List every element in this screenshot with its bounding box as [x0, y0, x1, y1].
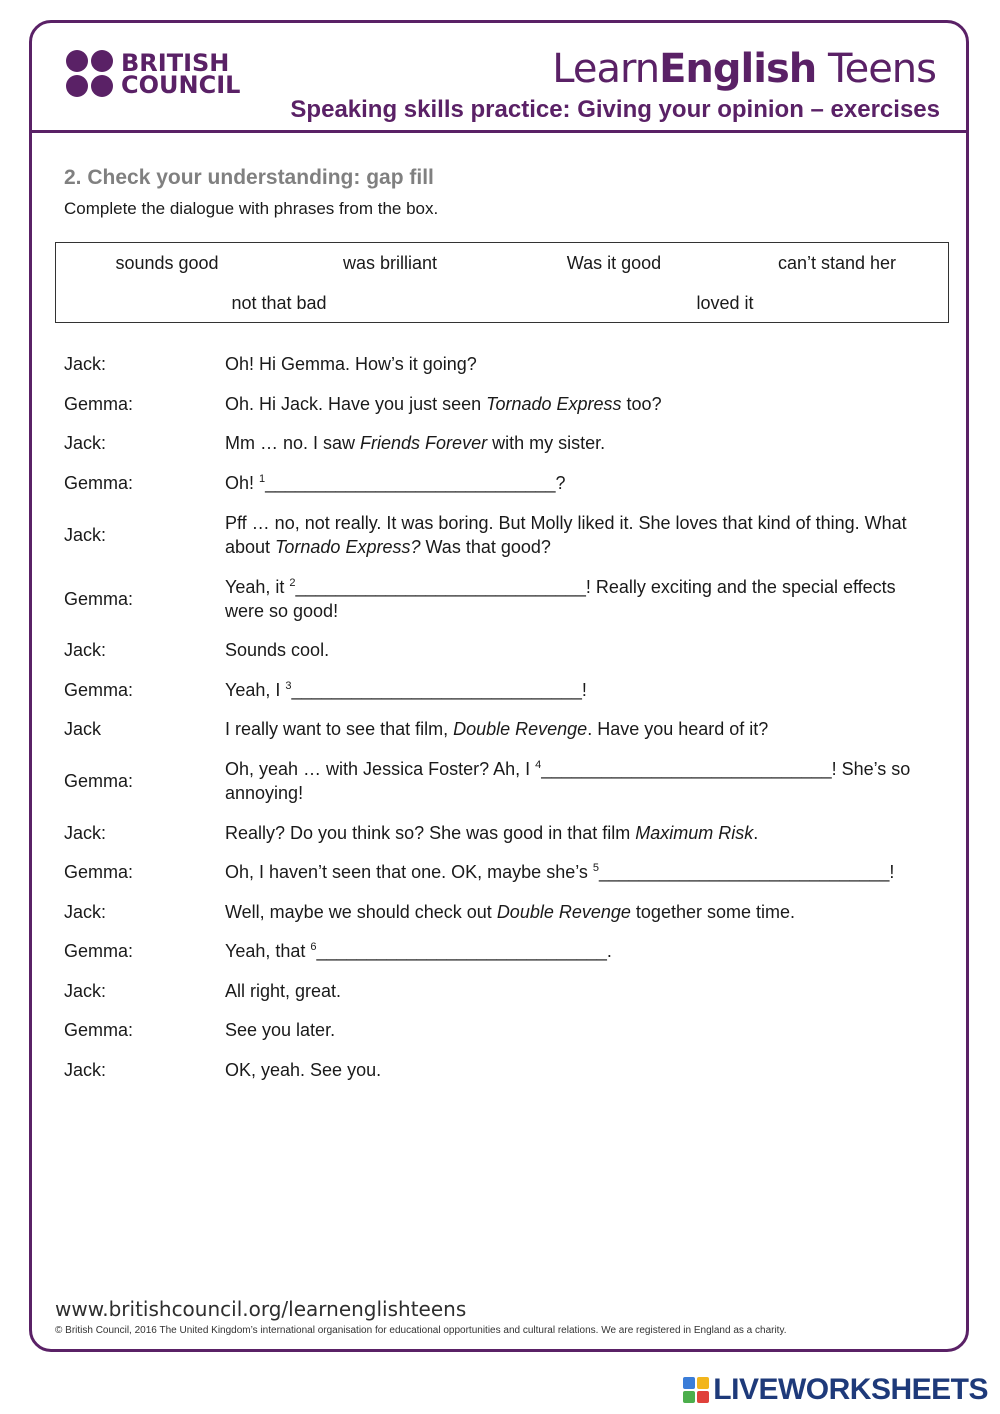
dialogue-line — [64, 1050, 944, 1089]
brand-teens: Teens — [816, 46, 936, 92]
utterance: Well, maybe we should check out Double Revenge together some time. — [225, 901, 795, 922]
utterance: Oh! $^1$_____________________________? — [225, 472, 566, 493]
page-subtitle: Speaking skills practice: Giving your opinion – exercises — [290, 96, 940, 123]
film-title: Tornado Express — [486, 393, 622, 414]
liveworksheets-logo — [683, 1373, 988, 1407]
utterance: Mm … no. I saw Friends Forever with my sister. — [225, 433, 606, 453]
dialogue — [64, 344, 944, 1089]
dialogue-line — [64, 709, 944, 749]
british-council-dots-icon — [66, 50, 113, 97]
film-title: Tornado Express? — [275, 536, 421, 557]
speaker: Gemma: — [64, 679, 134, 700]
header-divider — [29, 130, 969, 133]
gap-number: 5 — [592, 862, 600, 874]
gap-5[interactable]: _____________________________ — [599, 862, 890, 882]
gap-number: 2 — [289, 576, 296, 589]
learnenglish-teens-brand — [552, 46, 936, 92]
utterance: See you later. — [225, 1020, 336, 1040]
gap-3[interactable]: _____________________________ — [291, 679, 582, 700]
utterance: Pff … no, not really. It was boring. But Molly liked it. She loves that kind of thing. What about Tornado Express? Was that good? — [225, 512, 907, 557]
word-box — [55, 242, 949, 323]
word-option: not that bad — [231, 293, 327, 313]
dialogue-line — [64, 502, 944, 567]
dialogue-line — [64, 1010, 944, 1050]
dialogue-line — [64, 892, 944, 931]
utterance: OK, yeah. See you. — [225, 1059, 382, 1080]
film-title: Double Revenge — [496, 901, 631, 922]
speaker: Jack: — [64, 980, 107, 1001]
speaker: Jack: — [64, 354, 107, 374]
logo-line-2: COUNCIL — [121, 70, 241, 99]
speaker: Jack: — [64, 524, 107, 545]
speaker: Jack: — [64, 822, 107, 843]
utterance: Oh. Hi Jack. Have you just seen Tornado Express too? — [225, 393, 662, 414]
speaker: Gemma: — [64, 393, 134, 414]
liveworksheets-wordmark: LIVEWORKSHEETS — [713, 1373, 988, 1406]
speaker: Jack: — [64, 901, 107, 922]
speaker: Gemma: — [64, 941, 134, 961]
word-option: Was it good — [566, 253, 662, 273]
film-title: Maximum Risk — [635, 822, 754, 843]
gap-number: 1 — [259, 472, 266, 485]
dialogue-line — [64, 463, 944, 502]
dialogue-line — [64, 971, 944, 1010]
speaker: Jack: — [64, 433, 107, 453]
dialogue-line — [64, 630, 944, 670]
utterance: I really want to see that film, Double Revenge. Have you heard of it? — [225, 719, 769, 739]
word-option: loved it — [696, 293, 754, 313]
dialogue-line — [64, 384, 944, 423]
utterance: Yeah, it $^2$_____________________________! Really exciting and the special effects were so good! — [225, 576, 896, 621]
dialogue-line — [64, 344, 944, 384]
speaker: Gemma: — [64, 771, 134, 791]
speaker: Jack — [64, 719, 102, 739]
utterance: All right, great. — [225, 980, 342, 1001]
brand-learn: Learn — [552, 46, 660, 92]
utterance: Oh, yeah … with Jessica Foster? Ah, I $^4$_____________________________! She’s so annoying! — [225, 759, 911, 803]
utterance: Yeah, that $^6$_____________________________. — [225, 941, 612, 961]
dialogue-line — [64, 931, 944, 971]
gap-number: 6 — [310, 941, 317, 953]
gap-2[interactable]: _____________________________ — [295, 576, 586, 597]
dialogue-line — [64, 423, 944, 463]
brand-english: English — [659, 46, 817, 92]
speaker: Jack: — [64, 640, 107, 660]
dialogue-line — [64, 852, 944, 892]
gap-1[interactable]: _____________________________ — [265, 472, 556, 493]
film-title: Friends Forever — [360, 433, 488, 453]
gap-number: 4 — [535, 759, 542, 771]
dialogue-line — [64, 813, 944, 852]
speaker: Jack: — [64, 1059, 107, 1080]
gap-number: 3 — [285, 679, 292, 692]
dialogue-line — [64, 567, 944, 630]
word-option: sounds good — [115, 253, 219, 273]
utterance: Sounds cool. — [225, 640, 330, 660]
instructions: Complete the dialogue with phrases from the box. — [64, 199, 439, 218]
word-option: can’t stand her — [777, 253, 897, 273]
speaker: Gemma: — [64, 472, 134, 493]
british-council-logo — [66, 50, 240, 97]
logo-line-1: BRITISH — [121, 48, 230, 77]
utterance: Oh! Hi Gemma. How’s it going? — [225, 354, 477, 374]
speaker: Gemma: — [64, 1020, 134, 1040]
footer-url[interactable]: www.britishcouncil.org/learnenglishteens — [55, 1297, 467, 1321]
utterance: Oh, I haven’t seen that one. OK, maybe she’s $^5$_____________________________! — [225, 862, 895, 882]
speaker: Gemma: — [64, 588, 134, 609]
section-title: 2. Check your understanding: gap fill — [64, 166, 434, 189]
copyright-notice: © British Council, 2016 The United Kingdom’s international organisation for educational opportunities and cultural relations. We are registered in England as a charity. — [55, 1325, 787, 1336]
liveworksheets-grid-icon — [683, 1377, 709, 1403]
word-option: was brilliant — [342, 253, 438, 273]
dialogue-line — [64, 749, 944, 813]
utterance: Really? Do you think so? She was good in that film Maximum Risk. — [225, 822, 759, 843]
speaker: Gemma: — [64, 862, 134, 882]
dialogue-line — [64, 670, 944, 709]
gap-6[interactable]: _____________________________ — [316, 941, 607, 961]
gap-4[interactable]: _____________________________ — [541, 759, 832, 779]
film-title: Double Revenge — [453, 719, 588, 739]
utterance: Yeah, I $^3$_____________________________! — [225, 679, 587, 700]
